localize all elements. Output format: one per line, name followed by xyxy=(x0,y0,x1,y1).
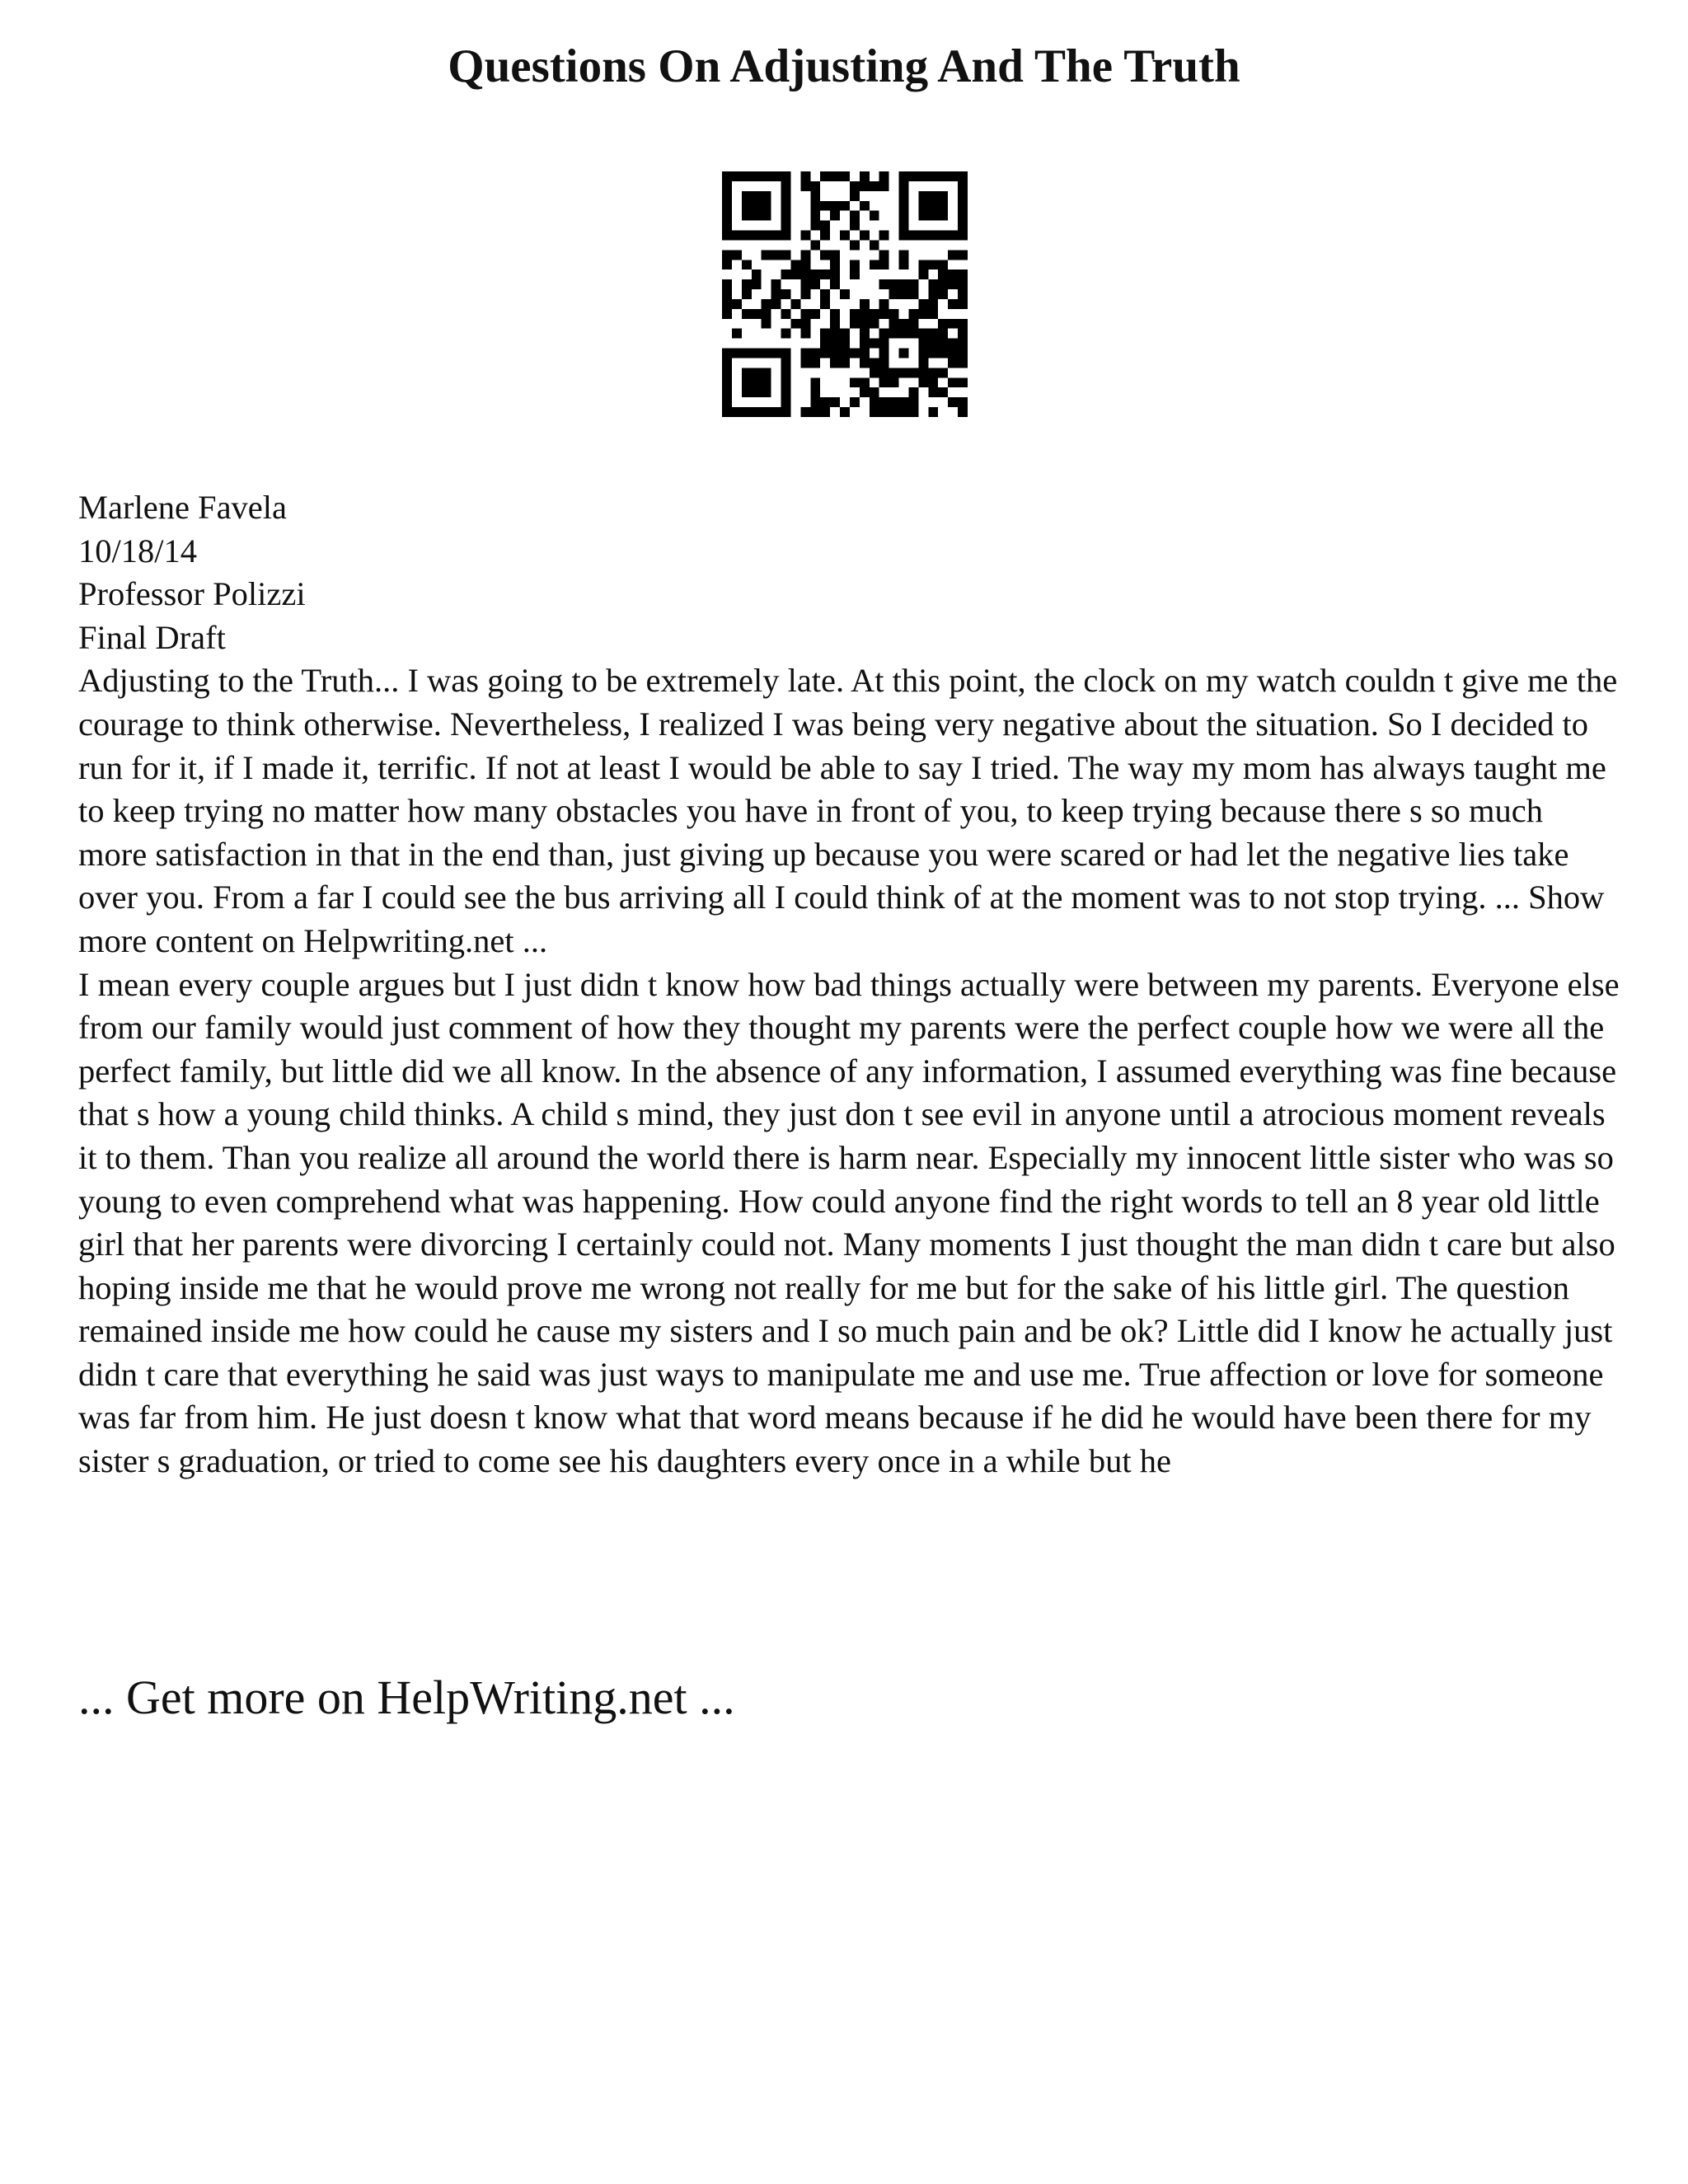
document-body xyxy=(78,486,1620,1483)
qr-code-icon xyxy=(722,171,968,417)
paragraph-2: I mean every couple argues but I just didn t know how bad things actually were between my parents. Everyone else from our family would just comment of how they thought my parents were the perfect couple how we were all the perfect family, but little did we all know. In the absence of any information, I assumed everything was fine because that s how a young child thinks. A child s mind, they just don t see evil in anyone until a atrocious moment reveals it to them. Than you realize all around the world there is harm near. Especially my innocent little sister who was so young to even comprehend what was happening. How could anyone find the right words to tell an 8 year old little girl that her parents were divorcing I certainly could not. Many moments I just thought the man didn t care but also hoping inside me that he would prove me wrong not really for me but for the sake of his little girl. The question remained inside me how could he cause my sisters and I so much pain and be ok? Little did I know he actually just didn t care that everything he said was just ways to manipulate me and use me. True affection or love for someone was far from him. He just doesn t know what that word means because if he did he would have been there for my sister s graduation, or tried to come see his daughters every once in a while but he xyxy=(78,965,1620,1480)
draft-line: Final Draft xyxy=(78,618,226,656)
professor-line: Professor Polizzi xyxy=(78,575,306,613)
date-line: 10/18/14 xyxy=(78,532,198,569)
document-title: Questions On Adjusting And The Truth xyxy=(448,40,1240,92)
get-more-link[interactable]: ... Get more on HelpWriting.net ... xyxy=(78,1671,735,1724)
paragraph-1: Adjusting to the Truth... I was going to be extremely late. At this point, the clock on my watch couldn t give me the courage to think otherwise. Nevertheless, I realized I was being very negative about the situation. So I decided to run for it, if I made it, terrific. If not at least I would be able to say I tried. The way my mom has always taught me to keep trying no matter how many obstacles you have in front of you, to keep trying because there s so much more satisfaction in that in the end than, just giving up because you were scared or had let the negative lies take over you. From a far I could see the bus arriving all I could think of at the moment was to not stop trying. ... Show more content on Helpwriting.net ... xyxy=(78,662,1618,959)
author-line: Marlene Favela xyxy=(78,489,288,526)
